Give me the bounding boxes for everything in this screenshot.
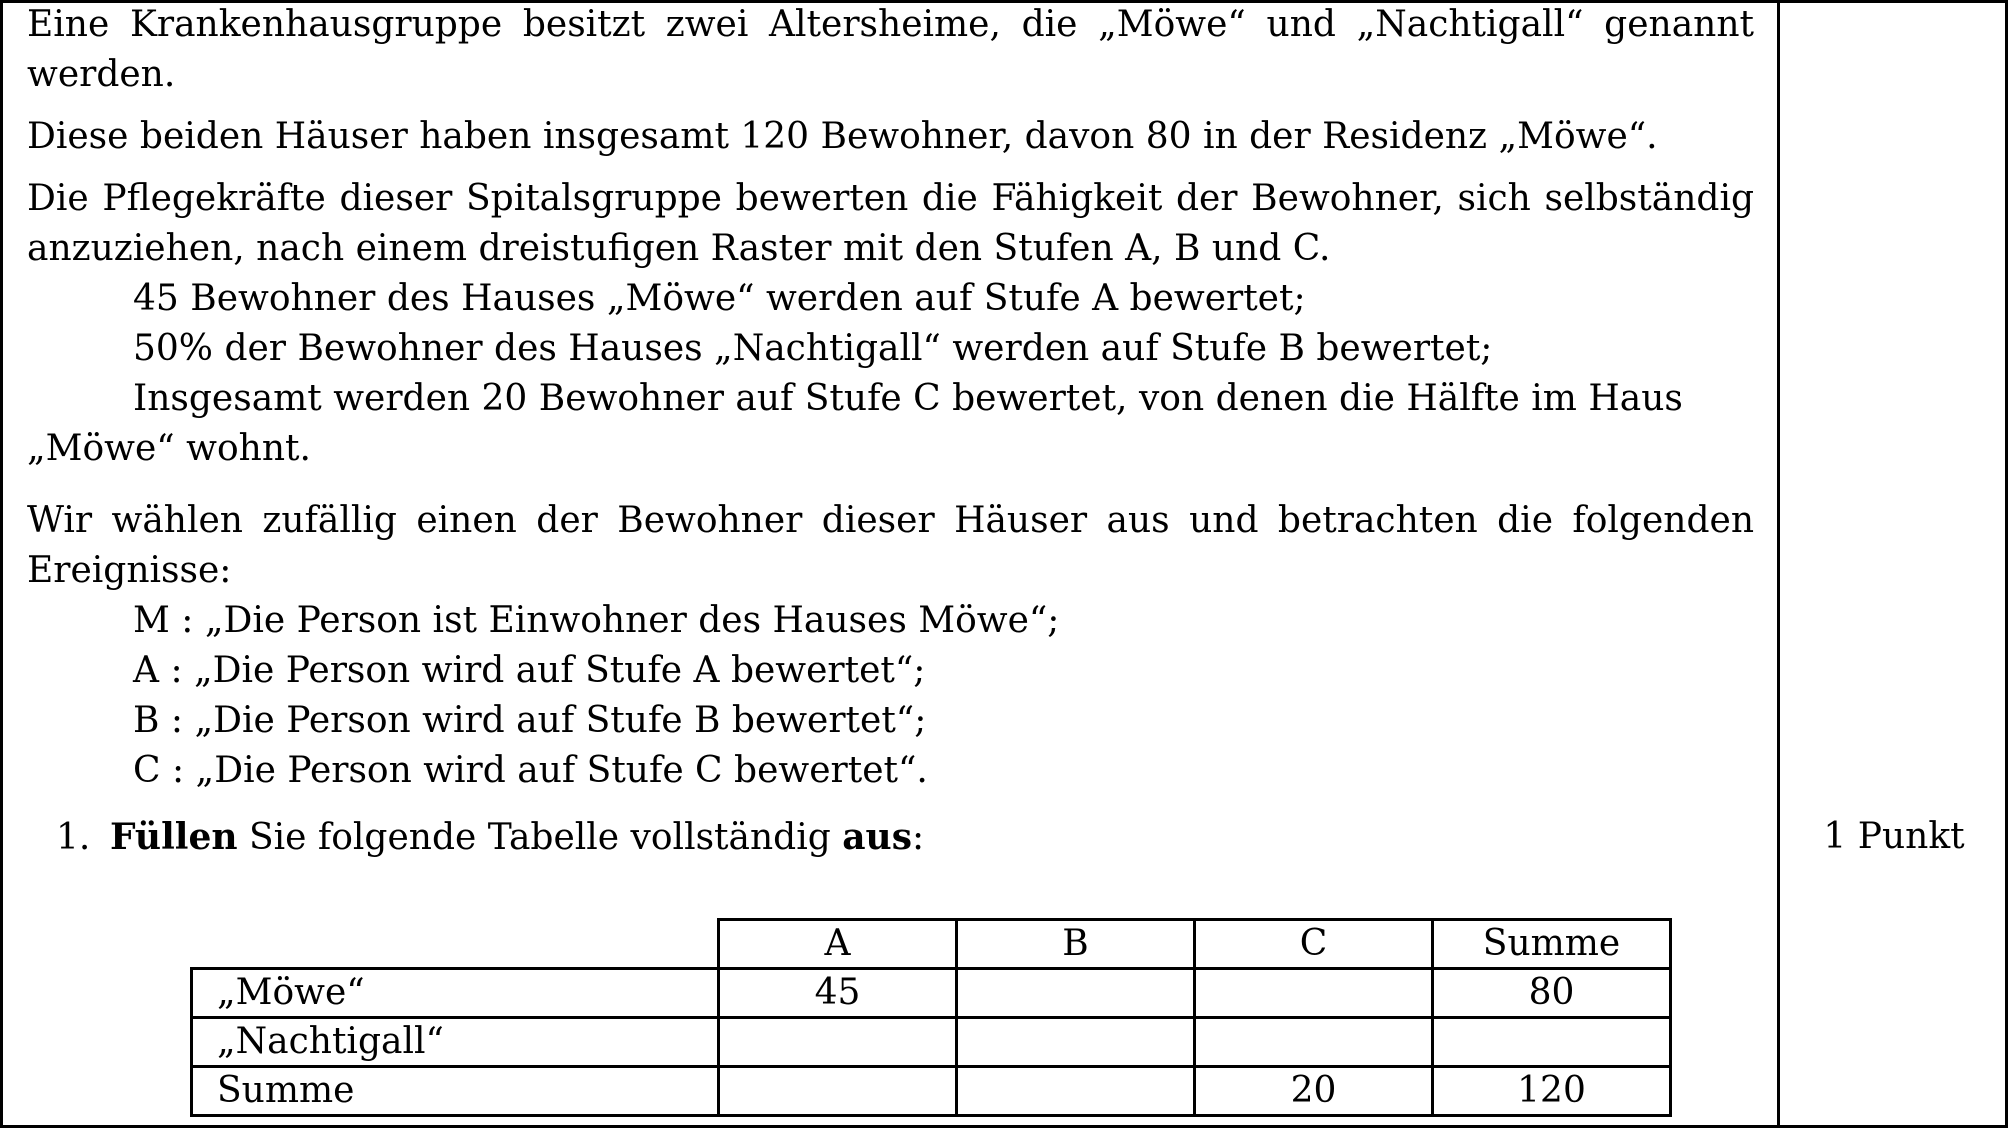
task-text: Sie folgende Tabelle vollständig xyxy=(237,817,843,858)
points-label: 1 Punkt xyxy=(1823,816,1965,857)
table-row xyxy=(192,1018,1671,1067)
header-c: C xyxy=(1195,920,1433,969)
task-bold-particle: aus xyxy=(842,816,912,858)
event-c: C : „Die Person wird auf Stufe C bewertet“. xyxy=(133,750,928,791)
cell-nachtigall-a[interactable] xyxy=(719,1018,957,1067)
header-a: A xyxy=(719,920,957,969)
fact-2: 50% der Bewohner des Hauses „Nachtigall“ werden auf Stufe B bewertet; xyxy=(133,328,1493,369)
cell-nachtigall-c[interactable] xyxy=(1195,1018,1433,1067)
row-label-summe: Summe xyxy=(192,1067,719,1116)
task-number: 1. xyxy=(56,817,91,858)
cell-nachtigall-summe[interactable] xyxy=(1433,1018,1671,1067)
event-b: B : „Die Person wird auf Stufe B bewertet“; xyxy=(133,700,927,741)
row-label-moewe: „Möwe“ xyxy=(192,969,719,1018)
intro-paragraph-2: Diese beiden Häuser haben insgesamt 120 Bewohner, davon 80 in der Residenz „Möwe“. xyxy=(27,116,1658,157)
event-m: M : „Die Person ist Einwohner des Hauses Möwe“; xyxy=(133,600,1060,641)
intro-paragraph-1: Eine Krankenhausgruppe besitzt zwei Altersheime, die „Möwe“ und „Nachtigall“ genannt werden. xyxy=(27,4,1754,95)
table-row xyxy=(192,969,1671,1018)
header-b: B xyxy=(957,920,1195,969)
cell-summe-a[interactable] xyxy=(719,1067,957,1116)
table-row xyxy=(192,1067,1671,1116)
intro-paragraph-4: Wir wählen zufällig einen der Bewohner dieser Häuser aus und betrachten die folgenden Ereignisse: xyxy=(27,500,1754,591)
table-corner xyxy=(192,920,719,969)
cell-moewe-a[interactable]: 45 xyxy=(719,969,957,1018)
cell-summe-summe[interactable]: 120 xyxy=(1433,1067,1671,1116)
contingency-table xyxy=(190,918,1672,1117)
problem-text xyxy=(27,0,1754,796)
task-colon: : xyxy=(912,817,925,858)
cell-moewe-b[interactable] xyxy=(957,969,1195,1018)
cell-summe-c[interactable]: 20 xyxy=(1195,1067,1433,1116)
fact-1: 45 Bewohner des Hauses „Möwe“ werden auf Stufe A bewertet; xyxy=(133,278,1306,319)
header-summe: Summe xyxy=(1433,920,1671,969)
task-1 xyxy=(56,812,924,863)
event-a: A : „Die Person wird auf Stufe A bewertet“; xyxy=(133,650,926,691)
cell-moewe-summe[interactable]: 80 xyxy=(1433,969,1671,1018)
intro-paragraph-3: Die Pflegekräfte dieser Spitalsgruppe bewerten die Fähigkeit der Bewohner, sich selbständig anzuziehen, nach einem dreistufigen Raster mit den Stufen A, B und C. xyxy=(27,178,1754,269)
fact-3: Insgesamt werden 20 Bewohner auf Stufe C bewertet, von denen die Hälfte im Haus „Möwe“ wohnt. xyxy=(27,378,1683,469)
column-divider xyxy=(1777,0,1780,1128)
row-label-nachtigall: „Nachtigall“ xyxy=(192,1018,719,1067)
table-header-row xyxy=(192,920,1671,969)
cell-moewe-c[interactable] xyxy=(1195,969,1433,1018)
cell-summe-b[interactable] xyxy=(957,1067,1195,1116)
task-bold-verb: Füllen xyxy=(110,816,238,858)
cell-nachtigall-b[interactable] xyxy=(957,1018,1195,1067)
